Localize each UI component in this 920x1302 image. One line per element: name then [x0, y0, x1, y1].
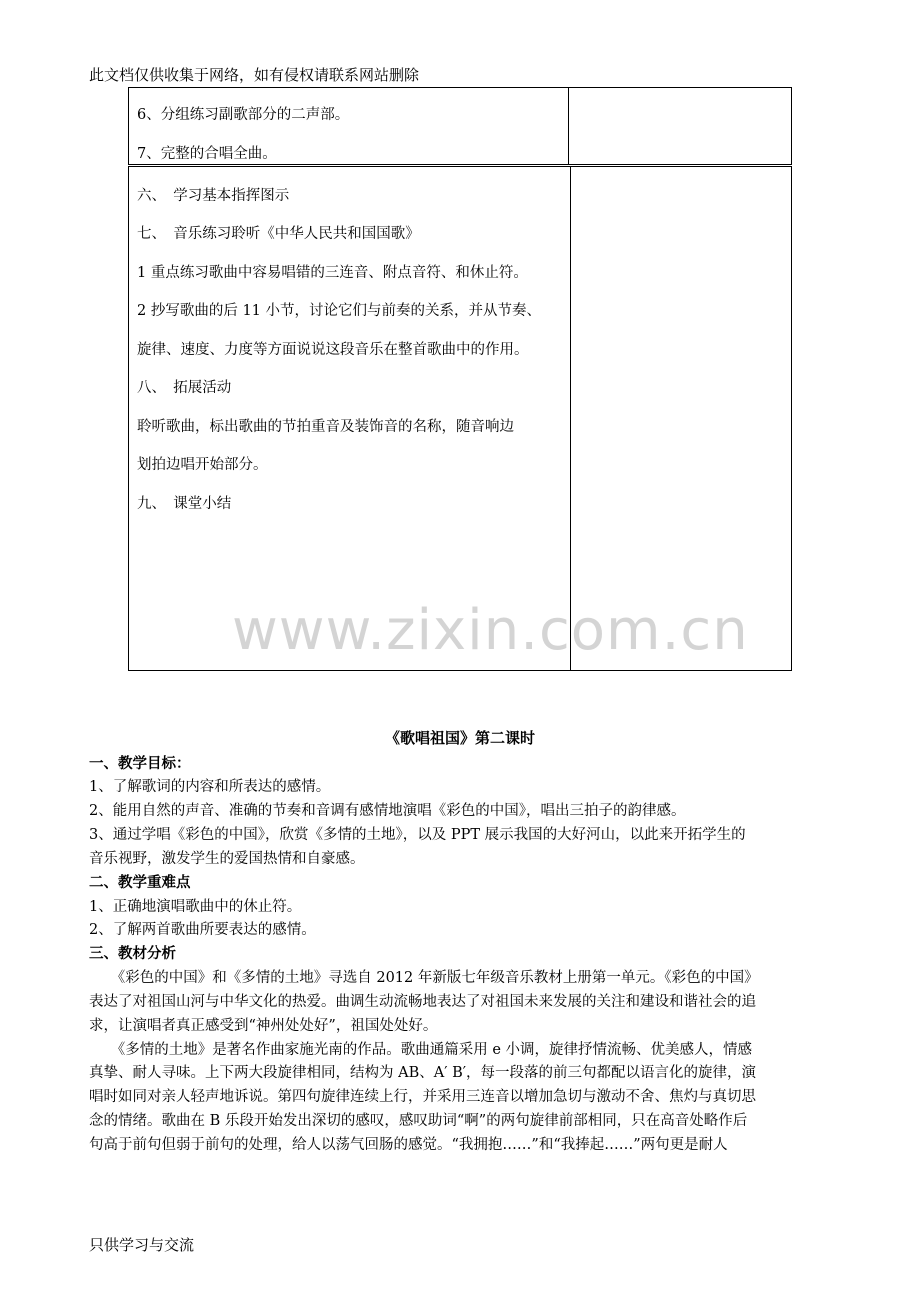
section-heading: 一、教学目标：: [89, 755, 191, 772]
paragraph-line: 求，让演唱者真正感受到“神州处处好”，祖国处处好。: [89, 1018, 438, 1034]
table-line: 6、分组练习副歌部分的二声部。: [137, 107, 350, 123]
table-line: 旋律、速度、力度等方面说说这段音乐在整首歌曲中的作用。: [137, 342, 529, 358]
objective-item: 音乐视野，激发学生的爱国热情和自豪感。: [89, 851, 365, 867]
difficulty-item: 1、正确地演唱歌曲中的休止符。: [89, 899, 302, 915]
paragraph-line: 《彩色的中国》和《多情的土地》寻选自 2012 年新版七年级音乐教材上册第一单元。《彩色的中国》: [89, 970, 759, 986]
table-line: 1 重点练习歌曲中容易唱错的三连音、附点音符、和休止符。: [137, 265, 528, 281]
objective-item: 1、了解歌词的内容和所表达的感情。: [89, 779, 331, 795]
objective-item: 2、能用自然的声音、准确的节奏和音调有感情地演唱《彩色的中国》，唱出三拍子的韵律感。: [89, 803, 686, 819]
table-divider: [570, 167, 571, 670]
table-line: 2 抄写歌曲的后 11 小节，讨论它们与前奏的关系，并从节奏、: [137, 303, 542, 319]
paragraph-line: 真挚、耐人寻味。上下两大段旋律相同，结构为 AB、A′ B′，每一段落的前三句都配以语言化的旋律，演: [89, 1065, 757, 1081]
watermark: www.zixin.com.cn: [232, 598, 749, 663]
table-line: 九、 课堂小结: [137, 496, 232, 512]
table-divider: [568, 88, 569, 164]
section-heading: 三、教材分析: [89, 945, 176, 962]
paragraph-line: 表达了对祖国山河与中华文化的热爱。曲调生动流畅地表达了对祖国未来发展的关注和建设和谐社会的追: [89, 994, 756, 1010]
section-heading: 二、教学重难点: [89, 874, 191, 891]
table-line: 六、 学习基本指挥图示: [137, 188, 290, 204]
lesson-table-continued: [128, 87, 792, 165]
table-line: 七、 音乐练习聆听《中华人民共和国国歌》: [137, 226, 420, 242]
paragraph-line: 唱时如同对亲人轻声地诉说。第四句旋律连续上行，并采用三连音以增加急切与激动不舍、焦灼与真切思: [89, 1089, 756, 1105]
table-line: 划拍边唱开始部分。: [137, 457, 268, 473]
table-line: 7、完整的合唱全曲。: [137, 146, 277, 162]
difficulty-item: 2、了解两首歌曲所要表达的感情。: [89, 922, 316, 938]
table-line: 聆听歌曲，标出歌曲的节拍重音及装饰音的名称，随音响边: [137, 419, 514, 435]
lesson-title: 《歌唱祖国》第二课时: [384, 729, 535, 747]
lesson-table: [128, 166, 792, 671]
objective-item: 3、通过学唱《彩色的中国》，欣赏《多情的土地》，以及 PPT 展示我国的大好河山，以此来开拓学生的: [89, 827, 746, 843]
paragraph-line: 念的情绪。歌曲在 B 乐段开始发出深切的感叹，感叹助词“啊”的两句旋律前部相同，只在高音处略作后: [89, 1113, 748, 1129]
table-line: 八、 拓展活动: [137, 380, 232, 396]
page-header: 此文档仅供收集于网络，如有侵权请联系网站删除: [89, 66, 420, 84]
page-footer: 只供学习与交流: [89, 1236, 195, 1254]
paragraph-line: 《多情的土地》是著名作曲家施光南的作品。歌曲通篇采用 e 小调，旋律抒情流畅、优美感人，情感: [89, 1042, 753, 1058]
paragraph-line: 句高于前句但弱于前句的处理，给人以荡气回肠的感觉。“我拥抱……”和“我捧起……”两句更是耐人: [89, 1137, 728, 1153]
